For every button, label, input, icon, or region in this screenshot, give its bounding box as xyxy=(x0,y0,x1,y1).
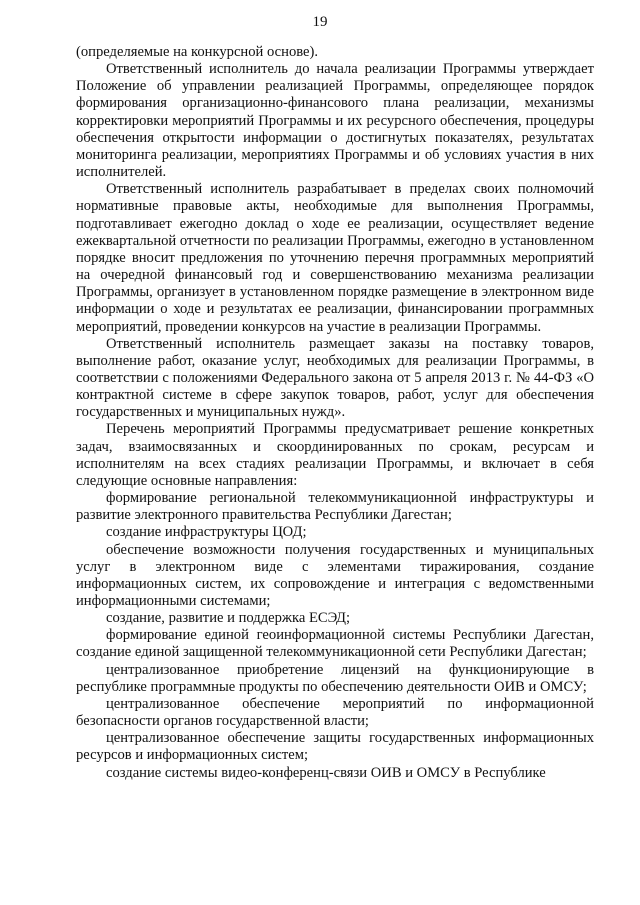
list-item: централизованное приобретение лицензий на функционирующие в республике программные продукты по обеспечению деятельности ОИВ и ОМСУ; xyxy=(76,661,594,695)
list-item: централизованное обеспечение защиты государственных информационных ресурсов и информационных систем; xyxy=(76,730,594,764)
list-item: формирование региональной телекоммуникационной инфраструктуры и развитие электронного правительства Республики Дагестан; xyxy=(76,490,594,524)
list-item: создание, развитие и поддержка ЕСЭД; xyxy=(106,610,351,627)
list-item: централизованное обеспечение мероприятий по информационной безопасности органов государственной власти; xyxy=(76,695,594,730)
list-item: обеспечение возможности получения государственных и муниципальных услуг в электронном виде с элементами тиражирования, создание информационных систем, их сопровождение и интеграция с ведомственными информационными системами; xyxy=(76,541,594,609)
paragraph: (определяемые на конкурсной основе). xyxy=(76,44,319,60)
list-item: создание инфраструктуры ЦОД; xyxy=(106,524,307,541)
paragraph: Ответственный исполнитель размещает заказы на поставку товаров, выполнение работ, оказание услуг, необходимых для реализации Программы, в соответствии с положениями Федерального закона от 5 апреля 2013 г. № 44-ФЗ «О контрактной системе в сфере закупок товаров, работ, услуг для обеспечения государственных и муниципальных нужд». xyxy=(76,335,594,421)
paragraph: Ответственный исполнитель до начала реализации Программы утверждает Положение об управлении реализацией Программы, определяющее порядок формирования организационно-финансового плана реализации, механизмы корректировки мероприятий Программы и их ресурсного обеспечения, процедуры обеспечения открытости информации о достигнутых показателях, результатах мониторинга реализации, мероприятиях Программы и об условиях участия в них исполнителей. xyxy=(76,61,594,181)
list-item: формирование единой геоинформационной системы Республики Дагестан, создание единой защищенной телекоммуникационной сети Республики Дагестан; xyxy=(76,627,594,661)
page-number: 19 xyxy=(312,14,328,30)
document-body xyxy=(76,44,594,782)
paragraph: Ответственный исполнитель разрабатывает в пределах своих полномочий нормативные правовые акты, необходимые для выполнения Программы, подготавливает ежегодно доклад о ходе ее реализации, осуществляет ведение ежеквартальной отчетности по реализации Программы, ежегодно в установленном порядке вносит предложения по уточнению перечня программных мероприятий на очередной финансовый год и совершенствованию механизма реализации Программы, организует в установленном порядке размещение в электронном виде информации о ходе и результатах ее реализации, финансировании программных мероприятий, проведении конкурсов на участие в реализации Программы. xyxy=(76,181,594,335)
paragraph: Перечень мероприятий Программы предусматривает решение конкретных задач, взаимосвязанных и скоординированных по срокам, ресурсам и исполнителям на всех стадиях реализации Программы, и включает в себя следующие основные направления: xyxy=(76,421,594,489)
list-item: создание системы видео-конференц-связи ОИВ и ОМСУ в Республике xyxy=(106,764,546,781)
